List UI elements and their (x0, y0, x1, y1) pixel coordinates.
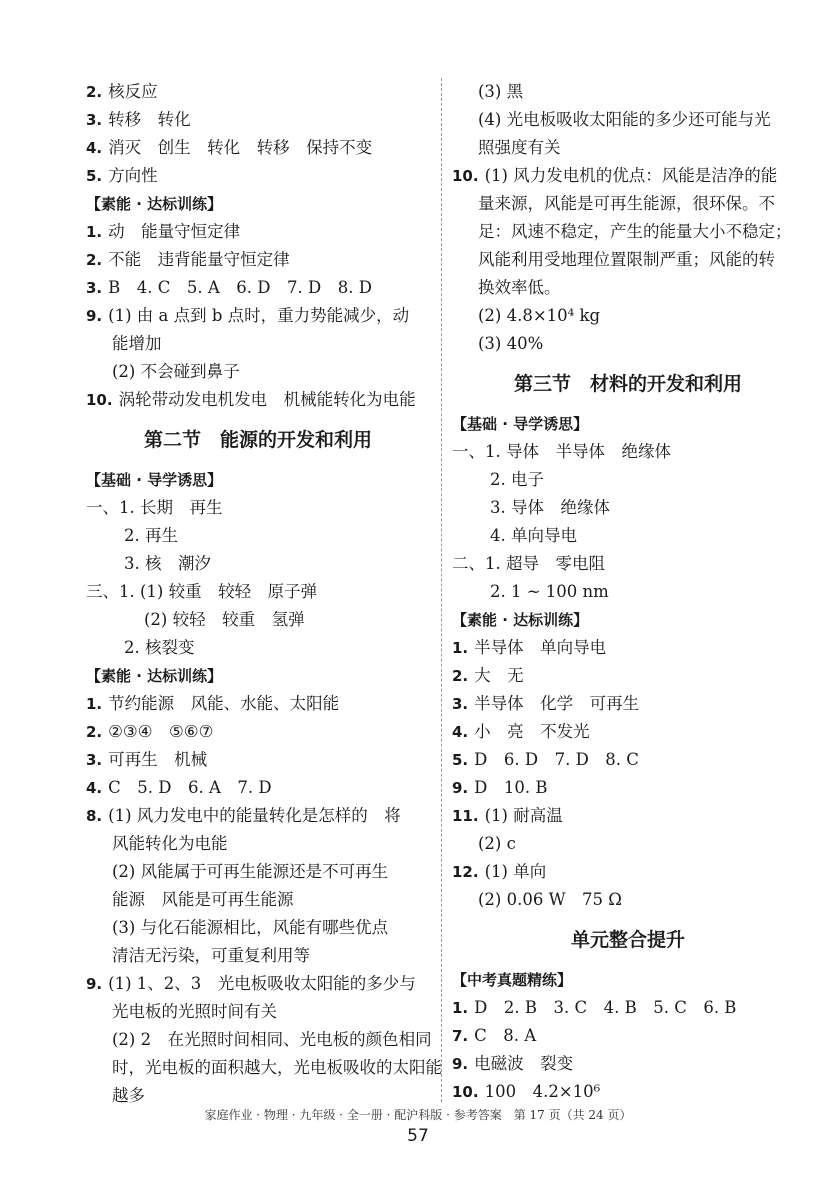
question-number: 2. (86, 83, 103, 101)
answer-line: (2) 0.06 W 75 Ω (478, 890, 622, 909)
question-number: 5. (452, 751, 469, 769)
answer-text: 不能 违背能量守恒定律 (108, 250, 290, 269)
question-number: 10. (452, 1083, 479, 1101)
answer-line: (2) 较轻 较重 氢弹 (144, 610, 305, 629)
subsection-label: 【素能 · 达标训练】 (452, 611, 589, 629)
answer-line (86, 970, 430, 998)
answer-text: 动 能量守恒定律 (108, 222, 241, 241)
answer-line (86, 386, 430, 414)
question-number: 3. (86, 279, 103, 297)
answer-line (452, 1050, 804, 1078)
question-number: 1. (86, 695, 103, 713)
answer-line: 2. 再生 (124, 526, 178, 545)
answer-line (86, 302, 430, 330)
answer-line: 3. 导体 绝缘体 (490, 498, 610, 517)
answer-line: 越多 (112, 1086, 145, 1105)
answer-text: B 4. C 5. A 6. D 7. D 8. D (108, 278, 372, 297)
answer-line: 能源 风能是可再生能源 (112, 890, 294, 909)
answer-line (86, 746, 430, 774)
answer-line: 能增加 (112, 334, 162, 353)
answer-line (452, 746, 804, 774)
answer-line (452, 774, 804, 802)
answer-text: ②③④ ⑤⑥⑦ (108, 722, 214, 741)
answer-line (452, 690, 804, 718)
question-number: 4. (86, 139, 103, 157)
question-number: 2. (86, 251, 103, 269)
answer-line (452, 802, 804, 830)
answer-line (86, 162, 430, 190)
question-number: 9. (452, 1055, 469, 1073)
question-number: 4. (452, 723, 469, 741)
subsection-label: 【基础 · 导学诱思】 (86, 471, 223, 489)
answer-line: (2) c (478, 834, 516, 853)
answer-line (86, 274, 430, 302)
answer-line: 光电板的光照时间有关 (112, 1002, 277, 1021)
answer-line (452, 718, 804, 746)
section-title: 第二节 能源的开发和利用 (143, 429, 372, 451)
question-number: 10. (452, 167, 479, 185)
answer-line (452, 858, 804, 886)
answer-line (86, 718, 430, 746)
answer-line: (4) 光电板吸收太阳能的多少还可能与光 (478, 110, 771, 129)
answer-line: 足：风速不稳定，产生的能量大小不稳定； (478, 222, 792, 241)
answer-text: 100 4.2×10⁶ (484, 1082, 601, 1101)
answer-line: (2) 不会碰到鼻子 (112, 362, 240, 381)
answer-line (86, 218, 430, 246)
answer-line: 清洁无污染，可重复利用等 (112, 946, 310, 965)
question-number: 3. (86, 751, 103, 769)
answer-line: 4. 单向导电 (490, 526, 577, 545)
answer-line (86, 690, 430, 718)
answer-text: 方向性 (108, 166, 158, 185)
question-number: 5. (86, 167, 103, 185)
subsection-label: 【素能 · 达标训练】 (86, 195, 223, 213)
answer-text: D 10. B (474, 778, 548, 797)
answer-line (86, 134, 430, 162)
answer-line: 3. 核 潮汐 (124, 554, 211, 573)
answer-line: 照强度有关 (478, 138, 561, 157)
answer-text: (1) 1、2、3 光电板吸收太阳能的多少与 (108, 974, 416, 993)
answer-text: 小 亮 不发光 (474, 722, 590, 741)
answer-text: 涡轮带动发电机发电 机械能转化为电能 (118, 390, 416, 409)
answer-line (452, 1022, 804, 1050)
answer-line: (2) 2 在光照时间相同、光电板的颜色相同 (112, 1030, 432, 1049)
answer-line (86, 246, 430, 274)
question-number: 7. (452, 1027, 469, 1045)
answer-line: 风能转化为电能 (112, 834, 228, 853)
answer-line: (3) 40% (478, 334, 544, 353)
answer-line: (2) 4.8×10⁴ kg (478, 306, 601, 325)
answer-line (452, 1078, 804, 1106)
answer-line: 2. 电子 (490, 470, 544, 489)
page-number: 57 (407, 1126, 429, 1146)
subsection-label: 【素能 · 达标训练】 (86, 667, 223, 685)
question-number: 9. (452, 779, 469, 797)
answer-line: 2. 核裂变 (124, 638, 195, 657)
answer-line: 量来源，风能是可再生能源，很环保。不 (478, 194, 775, 213)
right-column (452, 78, 804, 1106)
answer-text: 可再生 机械 (108, 750, 208, 769)
answer-line: (3) 黑 (478, 82, 524, 101)
answer-line (452, 162, 804, 190)
answer-text: 转移 转化 (108, 110, 191, 129)
question-number: 11. (452, 807, 479, 825)
section-title: 单元整合提升 (570, 929, 685, 951)
answer-text: 半导体 化学 可再生 (474, 694, 640, 713)
answer-text: 半导体 单向导电 (474, 638, 607, 657)
subsection-label: 【基础 · 导学诱思】 (452, 415, 589, 433)
answer-text: (1) 风力发电机的优点：风能是洁净的能 (484, 166, 778, 185)
answer-text: (1) 风力发电中的能量转化是怎样的 将 (108, 806, 401, 825)
column-divider (441, 78, 442, 1102)
answer-line: (3) 与化石能源相比，风能有哪些优点 (112, 918, 389, 937)
answer-line: 二、1. 超导 零电阻 (452, 554, 605, 573)
question-number: 10. (86, 391, 113, 409)
left-column (86, 78, 442, 1110)
answer-text: (1) 由 a 点到 b 点时，重力势能减少，动 (108, 306, 410, 325)
question-number: 1. (452, 999, 469, 1017)
answer-line: 一、1. 长期 再生 (86, 498, 223, 517)
answer-text: (1) 耐高温 (484, 806, 563, 825)
answer-line (86, 78, 430, 106)
question-number: 9. (86, 975, 103, 993)
answer-line (86, 774, 430, 802)
answer-line: 时，光电板的面积越大，光电板吸收的太阳能 (112, 1058, 442, 1077)
question-number: 2. (86, 723, 103, 741)
answer-line (452, 634, 804, 662)
answer-line (452, 662, 804, 690)
answer-text: 核反应 (108, 82, 158, 101)
question-number: 2. (452, 667, 469, 685)
answer-line (86, 802, 430, 830)
answer-text: 电磁波 裂变 (474, 1054, 574, 1073)
answer-line: (2) 风能属于可再生能源还是不可再生 (112, 862, 389, 881)
section-title: 第三节 材料的开发和利用 (513, 373, 742, 395)
answer-text: 节约能源 风能、水能、太阳能 (108, 694, 340, 713)
answer-line (86, 106, 430, 134)
answer-text: D 6. D 7. D 8. C (474, 750, 639, 769)
answer-line: 2. 1 ~ 100 nm (490, 582, 609, 601)
answer-line (452, 994, 804, 1022)
question-number: 8. (86, 807, 103, 825)
question-number: 9. (86, 307, 103, 325)
question-number: 1. (86, 223, 103, 241)
question-number: 1. (452, 639, 469, 657)
question-number: 4. (86, 779, 103, 797)
answer-line: 风能利用受地理位置限制严重；风能的转 (478, 250, 775, 269)
answer-line: 一、1. 导体 半导体 绝缘体 (452, 442, 671, 461)
answer-line: 三、1. (1) 较重 较轻 原子弹 (86, 582, 318, 601)
answer-text: D 2. B 3. C 4. B 5. C 6. B (474, 998, 737, 1017)
page-footer: 家庭作业 · 物理 · 九年级 · 全一册 · 配沪科版 · 参考答案 第 17 页（共 24 页） (204, 1108, 632, 1122)
answer-line: 换效率低。 (478, 278, 561, 297)
answer-text: C 5. D 6. A 7. D (108, 778, 272, 797)
answer-text: (1) 单向 (484, 862, 547, 881)
subsection-label: 【中考真题精练】 (452, 971, 573, 989)
answer-text: 大 无 (474, 666, 524, 685)
answer-text: C 8. A (474, 1026, 537, 1045)
answer-text: 消灭 创生 转化 转移 保持不变 (108, 138, 373, 157)
question-number: 3. (452, 695, 469, 713)
question-number: 3. (86, 111, 103, 129)
question-number: 12. (452, 863, 479, 881)
